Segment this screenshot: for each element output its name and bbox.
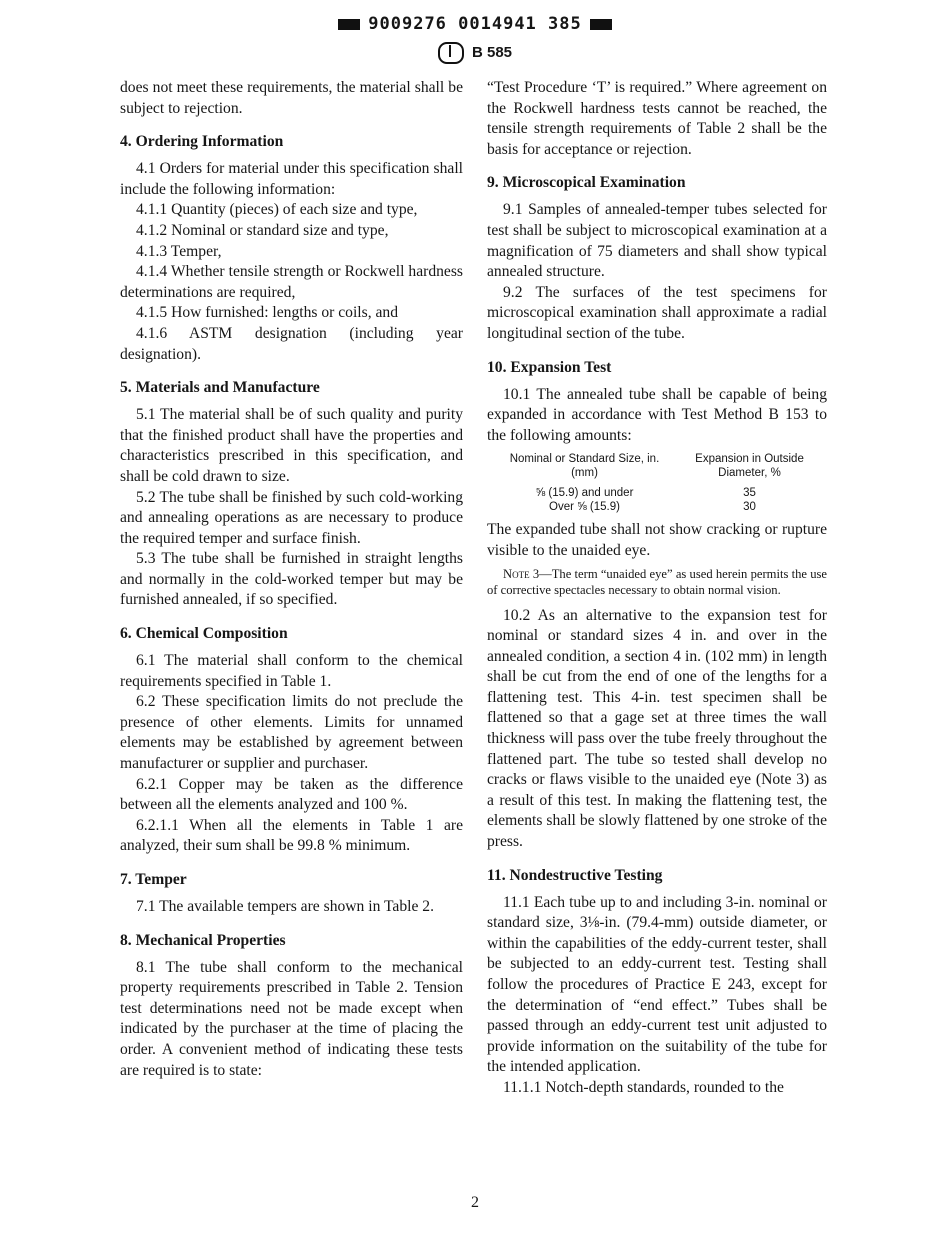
table-cell: ⅝ (15.9) and under: [535, 487, 634, 500]
paragraph: does not meet these requirements, the material shall be subject to rejection.: [120, 79, 463, 117]
page-number: 2: [471, 1194, 479, 1211]
paragraph: 9.1 Samples of annealed-temper tubes selected for test shall be subject to microscopical examination at a magnification of 75 diameters and shall show typical annealed structure.: [487, 201, 827, 281]
table-cell: 35: [743, 487, 756, 500]
section-heading: 4. Ordering Information: [120, 133, 284, 151]
paragraph: 9.2 The surfaces of the test specimens for microscopical examination shall approximate a radial longitudinal section of the tube.: [487, 283, 827, 342]
section-heading: 6. Chemical Composition: [120, 625, 288, 643]
paragraph: The expanded tube shall not show cracking or rupture visible to the unaided eye.: [487, 521, 827, 559]
barcode-strip: [0, 14, 950, 34]
designation: B 585: [471, 43, 513, 61]
section-heading: 5. Materials and Manufacture: [120, 379, 320, 397]
expansion-table: [497, 452, 827, 514]
right-column: [487, 78, 827, 1099]
table-cell: Over ⅝ (15.9): [549, 501, 620, 514]
table-header-row: [497, 452, 827, 480]
note: [487, 566, 827, 598]
list-item: 4.1.4 Whether tensile strength or Rockwell hardness determinations are required,: [120, 263, 463, 301]
paragraph: 8.1 The tube shall conform to the mechanical property requirements prescribed in Table 2. Tension test determinations need not be made except when indicated by the purchaser at the time of placing the order. A convenient method of indicating these tests are required is to state:: [120, 958, 463, 1079]
table-row: [497, 500, 827, 514]
left-column: [120, 78, 463, 1081]
paragraph: 4.1 Orders for material under this specification shall include the following information:: [120, 160, 463, 198]
paragraph: 5.3 The tube shall be furnished in straight lengths and normally in the cold-worked temper but may be furnished annealed, if so specified.: [120, 550, 463, 609]
table-header: Nominal or Standard Size, in. (mm): [509, 453, 660, 480]
paragraph: 6.2.1 Copper may be taken as the difference between all the elements analyzed and 100 %.: [120, 775, 463, 814]
section-heading: 9. Microscopical Examination: [487, 174, 686, 192]
section-heading: 7. Temper: [120, 871, 187, 888]
paragraph: 6.1 The material shall conform to the chemical requirements specified in Table 1.: [120, 652, 463, 690]
table-header: Expansion in Outside Diameter, %: [695, 453, 804, 480]
page-header: [0, 42, 950, 64]
barcode-text: 9009276 0014941 385: [368, 14, 582, 34]
paragraph: 10.1 The annealed tube shall be capable of being expanded in accordance with Test Method B 153 to the following amounts:: [487, 385, 827, 444]
paragraph: 7.1 The available tempers are shown in Table 2.: [136, 898, 434, 915]
section-heading: 8. Mechanical Properties: [120, 931, 286, 949]
paragraph: 5.1 The material shall be of such quality and purity that the finished product shall have the properties and characteristics prescribed in this specification, and shall be cold drawn to size.: [120, 406, 463, 485]
table-row: [497, 486, 827, 500]
paragraph: 10.2 As an alternative to the expansion test for nominal or standard sizes 4 in. and over in the annealed condition, a section 4 in. (102 mm) in length shall be cut from the end of one of the lengths for a flattening test. This 4-in. test specimen shall be flattened so that a gage set at three times the wall thickness will pass over the tube freely throughout the flattened part. The tube so tested shall develop no cracks or flaws visible to the unaided eye (Note 3) as a result of this test. In making the flattening test, the elements shall be slowly flattened by one stroke of the press.: [487, 606, 827, 851]
section-heading: 11. Nondestructive Testing: [487, 866, 663, 884]
section-heading: 10. Expansion Test: [487, 358, 612, 376]
paragraph: 6.2 These specification limits do not preclude the presence of other elements. Limits for unnamed elements may be established by agreement between manufacturer or supplier and purchaser.: [120, 693, 463, 773]
note-text: —The term “unaided eye” as used herein permits the use of corrective spectacles necessary to obtain normal vision.: [487, 566, 827, 597]
barcode-block-right: [590, 19, 612, 30]
paragraph: 11.1.1 Notch-depth standards, rounded to the: [503, 1078, 784, 1096]
barcode-block-left: [338, 19, 360, 30]
list-item: 4.1.5 How furnished: lengths or coils, and: [136, 304, 399, 322]
list-item: 4.1.1 Quantity (pieces) of each size and type,: [136, 201, 418, 219]
table-cell: 30: [743, 501, 756, 514]
paragraph: 6.2.1.1 When all the elements in Table 1 are analyzed, their sum shall be 99.8 % minimum.: [120, 816, 463, 855]
paragraph: 11.1 Each tube up to and including 3-in. nominal or standard size, 3⅛-in. (79.4-mm) outside diameter, or within the capabilities of the eddy-current tester, shall be subjected to an eddy-current test. Testing shall follow the procedures of Practice E 243, except for the determination of “end effect.” Tubes shall be passed through an eddy-current test unit adjusted to provide information on the suitability of the tube for the intended application.: [487, 893, 827, 1076]
list-item: 4.1.2 Nominal or standard size and type,: [136, 221, 389, 239]
paragraph: “Test Procedure ‘T’ is required.” Where agreement on the Rockwell hardness tests cannot be reached, the tensile strength requirements of Table 2 shall be the basis for acceptance or rejection.: [487, 79, 827, 158]
list-item: 4.1.6 ASTM designation (including year designation).: [120, 324, 463, 363]
note-label: Note 3: [503, 566, 540, 581]
list-item: 4.1.3 Temper,: [136, 242, 222, 260]
astm-logo-icon: [438, 42, 464, 64]
paragraph: 5.2 The tube shall be finished by such cold-working and annealing operations as are necessary to produce the required temper and surface finish.: [120, 488, 463, 547]
